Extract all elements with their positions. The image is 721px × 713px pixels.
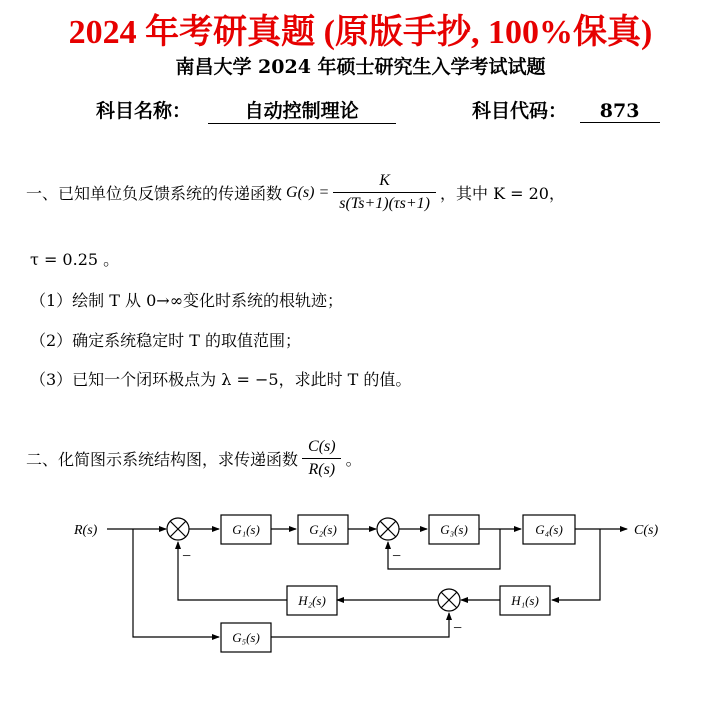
- subject-code-label: 科目代码：: [472, 100, 568, 122]
- banner-title: 2024 年考研真题 (原版手抄, 100%保真): [68, 14, 653, 51]
- subject-name-label: 科目名称：: [96, 100, 192, 122]
- question1-part-2: （2）确定系统稳定时 T 的取值范围；: [30, 331, 302, 350]
- minus-sign-1: −: [182, 548, 192, 565]
- question1-part-1: （1）绘制 T 从 0→∞变化时系统的根轨迹；: [30, 291, 344, 310]
- minus-sign-2: −: [392, 548, 402, 565]
- question1-given-tau: τ = 0.25 。: [30, 250, 120, 269]
- outer-feedback-path: [178, 542, 287, 600]
- g5-path: [271, 613, 449, 637]
- question2-denominator: R(s): [302, 458, 341, 479]
- question2-end: 。: [345, 450, 362, 469]
- subject-code: 873: [580, 100, 660, 123]
- block-h1-label: H₁(s): [511, 593, 539, 608]
- question1-given-k: ，其中 K = 20，: [440, 184, 565, 203]
- block-h2-label: H₂(s): [298, 593, 326, 608]
- question1-denominator: s(Ts+1)(τs+1): [333, 192, 436, 213]
- block-g4-label: G₄(s): [535, 522, 563, 537]
- minus-sign-3: −: [453, 620, 463, 637]
- input-label: R(s): [74, 523, 98, 538]
- block-g3-label: G₃(s): [440, 522, 468, 537]
- question2-intro: 二、化简图示系统结构图，求传递函数: [26, 450, 299, 469]
- block-g5-label: G₅(s): [232, 630, 260, 645]
- question2-numerator: C(s): [308, 438, 336, 455]
- question1-intro: 一、已知单位负反馈系统的传递函数: [26, 184, 283, 203]
- question1-part-3: （3）已知一个闭环极点为 λ = −5，求此时 T 的值。: [30, 370, 412, 389]
- block-g1-label: G₁(s): [232, 522, 260, 537]
- exam-title: 南昌大学 2024 年硕士研究生入学考试试题: [175, 56, 546, 78]
- question1-lhs: G(s) =: [286, 183, 330, 201]
- block-g2-label: G₂(s): [309, 522, 337, 537]
- subject-name: 自动控制理论: [208, 96, 396, 124]
- output-label: C(s): [634, 523, 659, 538]
- question1-numerator: K: [379, 172, 390, 189]
